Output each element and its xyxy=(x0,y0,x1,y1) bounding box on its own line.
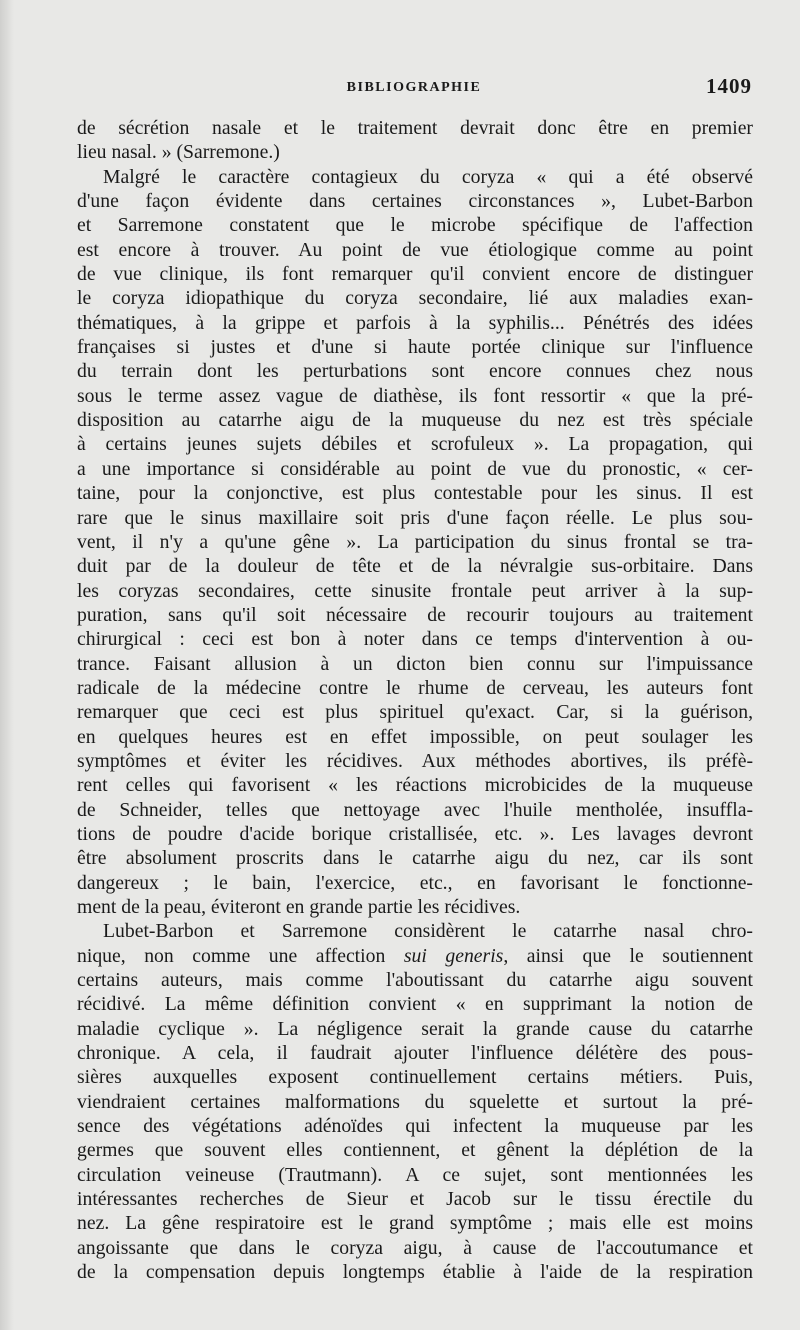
text-line: a une importance si considérable au point de vue du pronostic, « cer- xyxy=(77,457,753,480)
text-line: taine, pour la conjonctive, est plus contestable pour les sinus. Il est xyxy=(77,482,753,505)
text-line: nique, non comme une affection sui generis, ainsi que le soutiennent xyxy=(77,944,753,967)
text-line: lieu nasal. » (Sarremone.) xyxy=(77,141,280,164)
text-line: Lubet-Barbon et Sarremone considèrent le catarrhe nasal chro- xyxy=(103,920,753,943)
text-line: certains auteurs, mais comme l'aboutissant du catarrhe aigu souvent xyxy=(77,969,753,992)
text-line: trance. Faisant allusion à un dicton bien connu sur l'impuissance xyxy=(77,652,753,675)
text-line: à certains jeunes sujets débiles et scrofuleux ». La propagation, qui xyxy=(77,433,753,456)
running-title: BIBLIOGRAPHIE xyxy=(346,80,482,95)
text-line: de la compensation depuis longtemps établie à l'aide de la respiration xyxy=(77,1261,753,1284)
text-line: remarquer que ceci est plus spirituel qu'exact. Car, si la guérison, xyxy=(77,701,753,724)
text-line: ment de la peau, éviteront en grande partie les récidives. xyxy=(77,896,521,918)
text-line: radicale de la médecine contre le rhume de cerveau, les auteurs font xyxy=(77,676,753,699)
text-line: françaises si justes et d'une si haute portée clinique sur l'influence xyxy=(77,336,753,359)
text-line: est encore à trouver. Au point de vue étiologique comme au point xyxy=(77,238,753,261)
text-line: récidivé. La même définition convient « en supprimant la notion de xyxy=(77,993,753,1016)
text-line: maladie cyclique ». La négligence serait la grande cause du catarrhe xyxy=(77,1017,753,1040)
text-line: symptômes et éviter les récidives. Aux méthodes abortives, ils préfè- xyxy=(77,749,753,772)
text-line: sous le terme assez vague de diathèse, ils font ressortir « que la pré- xyxy=(77,384,753,407)
page-header xyxy=(76,74,752,104)
text-line: et Sarremone constatent que le microbe spécifique de l'affection xyxy=(77,214,753,237)
page-edge-shadow xyxy=(0,0,14,1330)
text-line: sence des végétations adénoïdes qui infectent la muqueuse par les xyxy=(77,1115,753,1138)
text-line: chirurgical : ceci est bon à noter dans ce temps d'intervention à ou- xyxy=(77,628,753,651)
text-line: angoissante que dans le coryza aigu, à cause de l'accoutumance et xyxy=(77,1236,753,1259)
body-text xyxy=(77,116,753,1285)
text-line: viendraient certaines malformations du squelette et surtout la pré- xyxy=(77,1090,753,1113)
text-line: rare que le sinus maxillaire soit pris d'une façon réelle. Le plus sou- xyxy=(77,506,753,529)
text-line: de sécrétion nasale et le traitement devrait donc être en premier xyxy=(77,117,753,139)
text-line: en quelques heures est en effet impossible, on peut soulager les xyxy=(77,725,753,748)
text-line: circulation veineuse (Trautmann). A ce sujet, sont mentionnées les xyxy=(77,1163,753,1186)
text-line: du terrain dont les perturbations sont encore connues chez nous xyxy=(77,360,753,383)
text-line: chronique. A cela, il faudrait ajouter l'influence délétère des pous- xyxy=(77,1042,753,1065)
page-number: 1409 xyxy=(706,74,752,98)
text-line: nez. La gêne respiratoire est le grand symptôme ; mais elle est moins xyxy=(77,1212,753,1235)
text-line: de vue clinique, ils font remarquer qu'il convient encore de distinguer xyxy=(77,263,753,286)
text-line: Malgré le caractère contagieux du coryza « qui a été observé xyxy=(103,165,753,188)
text-line: germes que souvent elles contiennent, et gênent la déplétion de la xyxy=(77,1139,753,1162)
text-line: sières auxquelles exposent continuellement certains métiers. Puis, xyxy=(77,1066,753,1089)
text-line: dangereux ; le bain, l'exercice, etc., en favorisant le fonctionne- xyxy=(77,871,753,894)
text-line: duit par de la douleur de tête et de la névralgie sus-orbitaire. Dans xyxy=(77,555,753,578)
text-line: vent, il n'y a qu'une gêne ». La participation du sinus frontal se tra- xyxy=(77,530,753,553)
text-line: puration, sans qu'il soit nécessaire de recourir toujours au traitement xyxy=(77,603,753,626)
text-line: le coryza idiopathique du coryza secondaire, lié aux maladies exan- xyxy=(77,287,753,310)
text-line: les coryzas secondaires, cette sinusite frontale peut arriver à la sup- xyxy=(77,579,753,602)
text-line: tions de poudre d'acide borique cristallisée, etc. ». Les lavages devront xyxy=(77,822,753,845)
text-line: de Schneider, telles que nettoyage avec l'huile mentholée, insuffla- xyxy=(77,798,753,821)
text-line: thématiques, à la grippe et parfois à la syphilis... Pénétrés des idées xyxy=(77,311,753,334)
text-line: disposition au catarrhe aigu de la muqueuse du nez est très spéciale xyxy=(77,409,753,432)
text-line: être absolument proscrits dans le catarrhe aigu du nez, car ils sont xyxy=(77,847,753,870)
text-line: rent celles qui favorisent « les réactions microbicides de la muqueuse xyxy=(77,774,753,797)
text-line: d'une façon évidente dans certaines circonstances », Lubet-Barbon xyxy=(77,190,753,213)
text-line: intéressantes recherches de Sieur et Jacob sur le tissu érectile du xyxy=(77,1188,753,1211)
